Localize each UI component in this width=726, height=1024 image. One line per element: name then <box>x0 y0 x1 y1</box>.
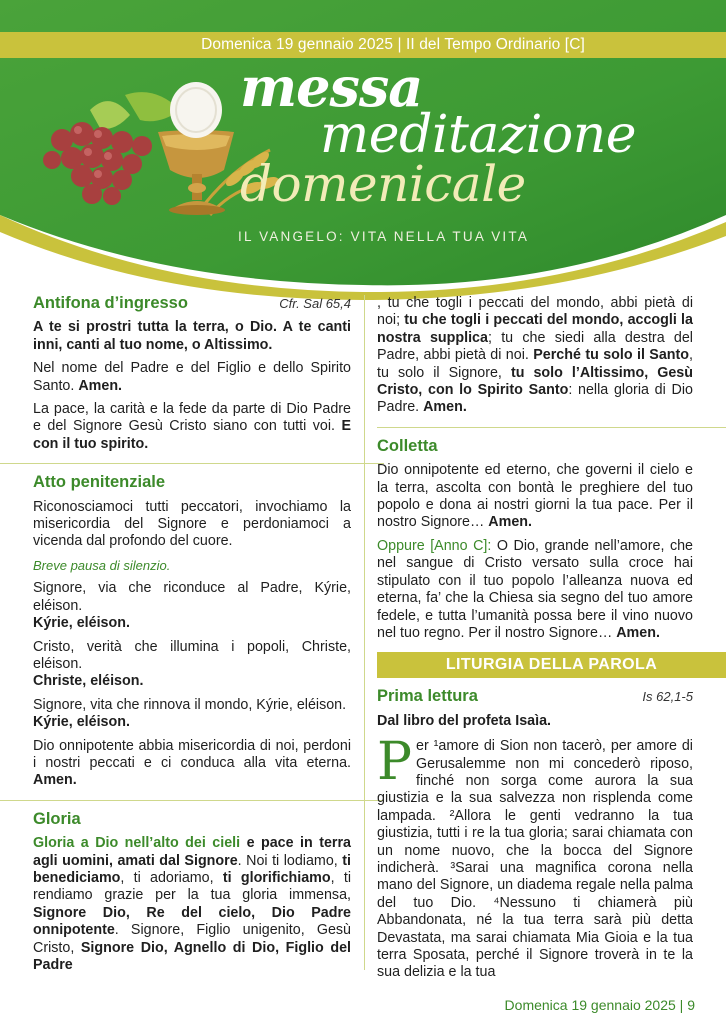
page-footer: Domenica 19 gennaio 2025 | 9 <box>504 997 695 1013</box>
section-title: Antifona d’ingresso <box>33 294 188 312</box>
section-title: Colletta <box>377 436 438 455</box>
paragraph: La pace, la carità e la fede da parte di Dio Padre e del Signore Gesù Cristo siano con tutti voi. E con il tuo spirito. <box>33 401 351 452</box>
paragraph: Nel nome del Padre e del Figlio e dello Spirito Santo. Amen. <box>33 360 351 394</box>
scripture-ref: Cfr. Sal 65,4 <box>279 296 351 311</box>
section-gloria <box>33 811 351 828</box>
invocation: Cristo, verità che illumina i popoli, Christe, eléison. <box>33 638 351 672</box>
section-antifona <box>33 295 351 312</box>
reading-source: Dal libro del profeta Isaìa. <box>377 712 551 729</box>
response: Kýrie, eléison. <box>33 615 130 632</box>
paragraph: Riconosciamoci tutti peccatori, invochiamo la misericordia del Signore e perdoniamoci a vicenda dal profondo del cuore. <box>33 498 351 550</box>
tagline: IL VANGELO: VITA NELLA TUA VITA <box>238 229 530 244</box>
divider <box>0 800 384 801</box>
divider <box>0 463 384 464</box>
gloria-text-part1: Gloria a Dio nell’alto dei cieli e pace in terra agli uomini, amati dal Signore. Noi ti lodiamo, ti benediciamo, ti adoriamo, ti glorifichiamo, ti rendiamo grazie per la tua gloria immensa, Signore Dio, Re del cielo, Dio Padre onnipotente. Signore, Figlio unigenito, Gesù Cristo, Signore Dio, Agnello di Dio, Figlio del Padre <box>33 835 351 973</box>
section-prima-lettura <box>377 688 693 705</box>
column-divider <box>364 295 365 970</box>
antifona-text: A te si prostri tutta la terra, o Dio. A te canti inni, canti al tuo nome, o Altissimo. <box>33 319 351 353</box>
right-column <box>377 295 693 988</box>
gloria-text-part2: , tu che togli i peccati del mondo, abbi pietà di noi; tu che togli i peccati del mondo, accogli la nostra supplica; tu che siedi alla destra del Padre, abbi pietà di noi. Perché tu solo il Santo, tu solo il Signore, tu solo l’Altissimo, Gesù Cristo, con lo Spirito Santo: nella gloria di Dio Padre. Amen. <box>377 295 693 416</box>
reading-text: Per ¹amore di Sion non tacerò, per amore di Gerusalemme non mi concederò riposo, finché non sorga come aurora la sua giustizia e la sua salvezza non risplenda come lampada. ²Allora le genti vedranno la tua giustizia, tutti i re la tua gloria; sarai chiamata con un nome nuovo, che la bocca del Signore indicherà. ³Sarai una magnifica corona nella mano del Signore, un diadema regale nella palma del tuo Dio. ⁴Nessuno ti chiamerà più Abbandonata, né la tua terra sarà più detta Devastata, ma sarai chiamata Mia Gioia e la tua terra Sposata, perché il Signore troverà in te la sua delizia e la tua <box>377 732 693 981</box>
grapes-icon <box>43 92 180 205</box>
paragraph: Dio onnipotente ed eterno, che governi il cielo e la terra, ascolta con bontà le preghiere del tuo popolo e dona ai nostri giorni la tua pace. Per il nostro Signore… Amen. <box>377 462 693 531</box>
title-messa: messa <box>240 55 423 119</box>
invocation: Signore, via che riconduce al Padre, Kýrie, eléison. <box>33 580 351 614</box>
title-meditazione: meditazione <box>320 105 636 165</box>
paragraph: Dio onnipotente abbia misericordia di noi, perdoni i nostri peccati e ci conduca alla vita eterna. Amen. <box>33 737 351 789</box>
rubric: Breve pausa di silenzio. <box>33 557 171 573</box>
invocation: Signore, vita che rinnova il mondo, Kýrie, eléison. <box>33 696 347 713</box>
left-column <box>33 295 351 980</box>
section-title: Prima lettura <box>377 687 478 706</box>
response: Christe, eléison. <box>33 673 144 690</box>
section-title: Atto penitenziale <box>33 473 166 492</box>
title-domenicale: domenicale <box>240 155 526 213</box>
divider <box>377 427 726 428</box>
paragraph: Oppure [Anno C]: O Dio, grande nell’amore, che nel sangue di Cristo versato sulla croce hai stipulato con il tuo popolo l’alleanza nuova ed eterna, fa’ che la Chiesa sia segno del tuo amore fedele, e tutta l’umanità possa bere il vino nuovo nel tuo regno. Per il nostro Signore… Amen. <box>377 537 693 641</box>
dateline: Domenica 19 gennaio 2025 | II del Tempo Ordinario [C] <box>0 32 726 58</box>
drop-cap: P <box>377 732 412 793</box>
scripture-ref: Is 62,1-5 <box>642 689 693 705</box>
section-colletta <box>377 438 693 455</box>
response: Kýrie, eléison. <box>33 714 130 731</box>
masthead <box>0 0 726 300</box>
section-atto-penitenziale <box>33 474 351 491</box>
section-title: Gloria <box>33 809 81 828</box>
liturgia-banner: LITURGIA DELLA PAROLA <box>377 652 726 678</box>
